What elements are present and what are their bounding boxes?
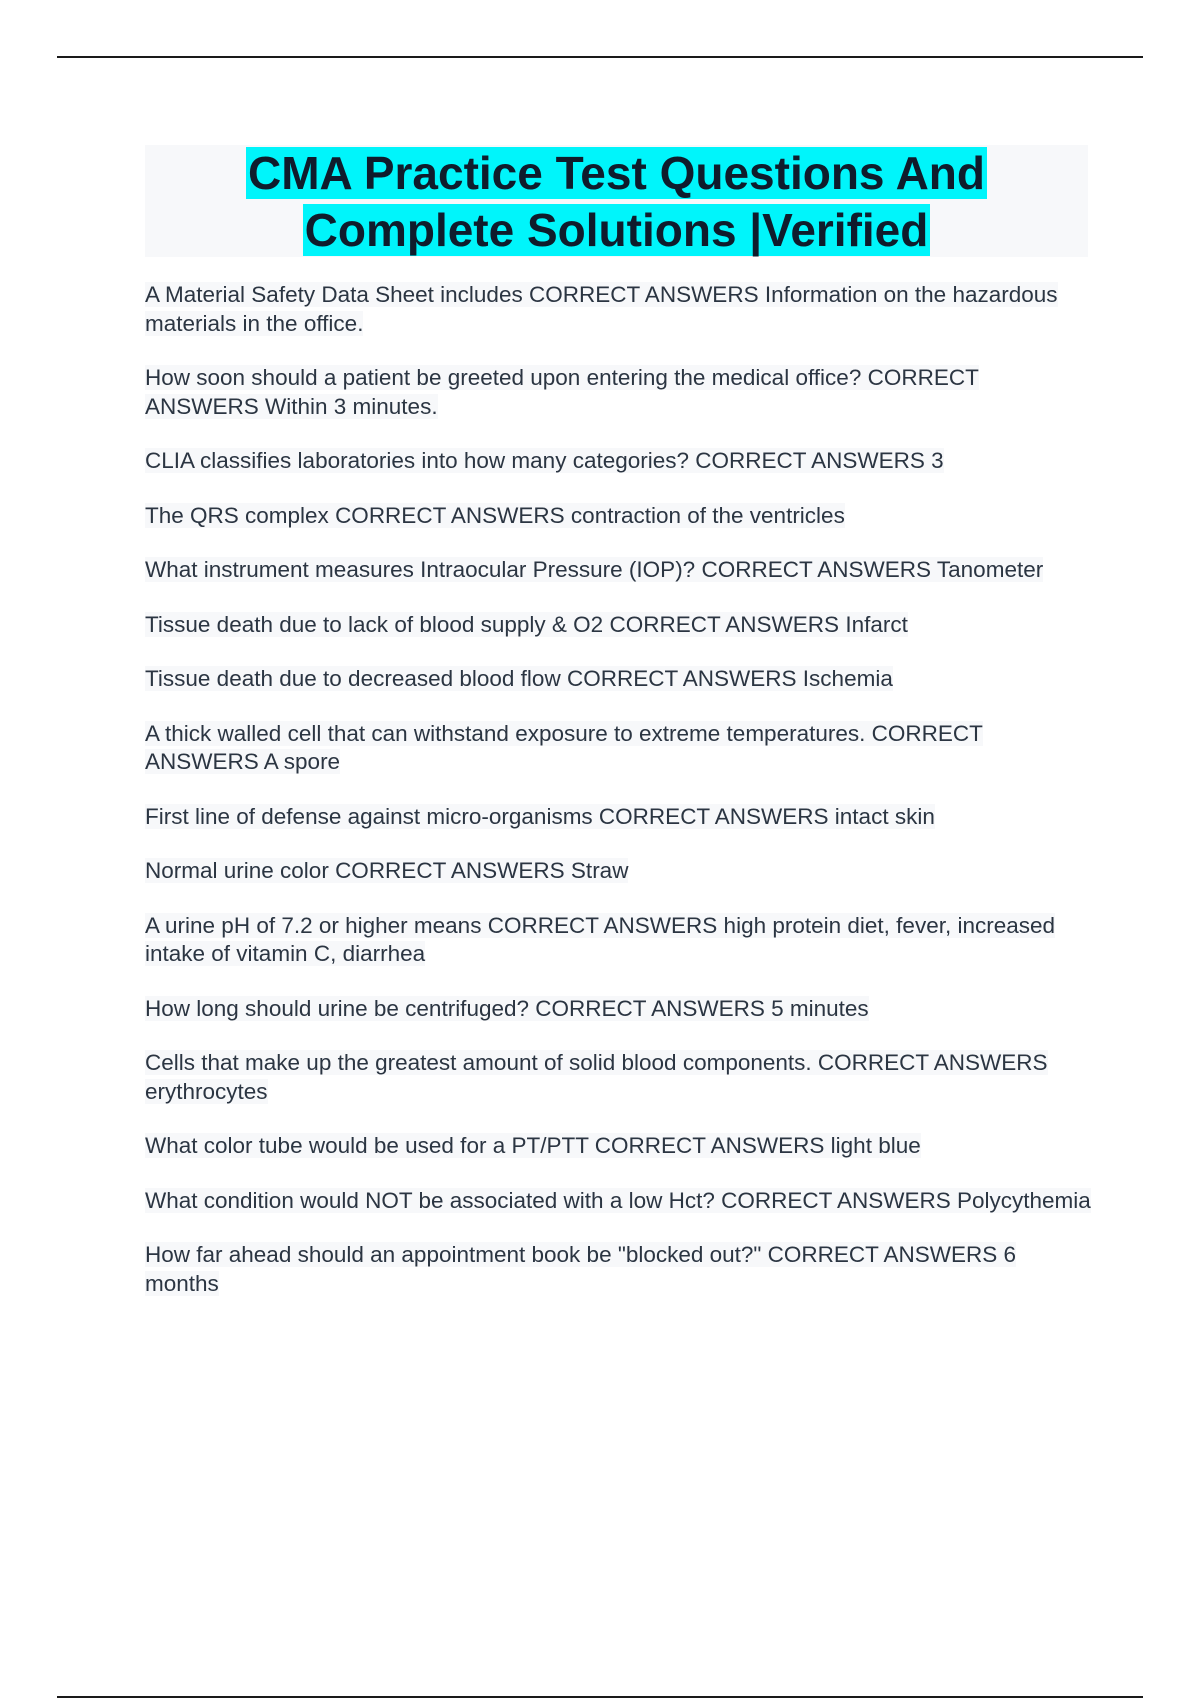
title-line-2: Complete Solutions |Verified bbox=[304, 204, 929, 256]
qa-item: How long should urine be centrifuged? CORRECT ANSWERS 5 minutes bbox=[145, 995, 869, 1021]
qa-item: What condition would NOT be associated with a low Hct? CORRECT ANSWERS Polycythemia bbox=[145, 1187, 1091, 1213]
qa-item: A Material Safety Data Sheet includes CORRECT ANSWERS Information on the hazardous materials in the office. bbox=[145, 282, 1058, 336]
qa-item: What instrument measures Intraocular Pressure (IOP)? CORRECT ANSWERS Tanometer bbox=[145, 557, 1044, 582]
bottom-divider bbox=[57, 1696, 1143, 1698]
qa-item: CLIA classifies laboratories into how many categories? CORRECT ANSWERS 3 bbox=[145, 448, 944, 473]
qa-item: Normal urine color CORRECT ANSWERS Straw bbox=[145, 858, 629, 883]
qa-item: The QRS complex CORRECT ANSWERS contraction of the ventricles bbox=[145, 502, 845, 528]
qa-item: Tissue death due to lack of blood supply & O2 CORRECT ANSWERS Infarct bbox=[145, 611, 908, 637]
title-line-1: CMA Practice Test Questions And bbox=[248, 147, 985, 199]
qa-item: First line of defense against micro-organisms CORRECT ANSWERS intact skin bbox=[145, 803, 935, 829]
qa-item: How soon should a patient be greeted upon entering the medical office? CORRECT ANSWERS Within 3 minutes. bbox=[145, 365, 979, 419]
top-divider bbox=[57, 56, 1143, 58]
qa-item: A urine pH of 7.2 or higher means CORRECT ANSWERS high protein diet, fever, increased intake of vitamin C, diarrhea bbox=[145, 912, 1056, 966]
qa-item: A thick walled cell that can withstand exposure to extreme temperatures. CORRECT ANSWERS A spore bbox=[145, 720, 983, 774]
qa-list bbox=[145, 281, 1095, 1324]
qa-item: What color tube would be used for a PT/PTT CORRECT ANSWERS light blue bbox=[145, 1133, 921, 1158]
qa-item: How far ahead should an appointment book be "blocked out?" CORRECT ANSWERS 6 months bbox=[145, 1242, 1017, 1296]
qa-item: Tissue death due to decreased blood flow CORRECT ANSWERS Ischemia bbox=[145, 666, 893, 691]
document-title bbox=[145, 145, 1088, 257]
qa-item: Cells that make up the greatest amount of solid blood components. CORRECT ANSWERS erythrocytes bbox=[145, 1050, 1048, 1104]
